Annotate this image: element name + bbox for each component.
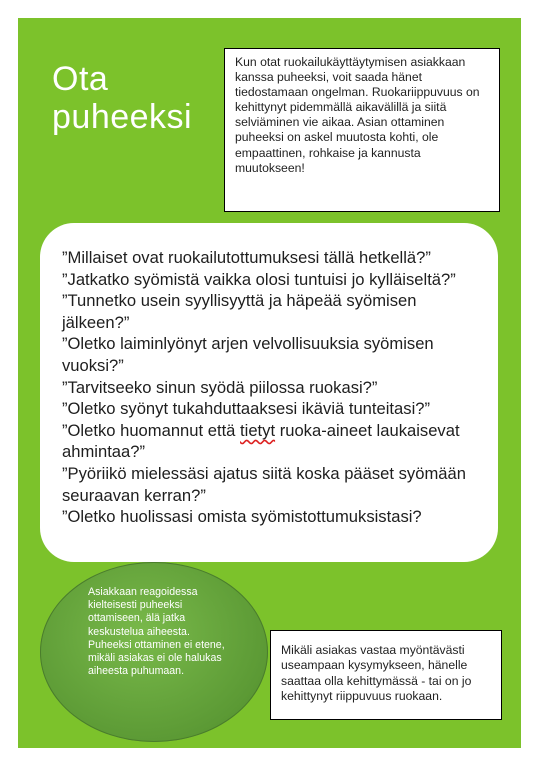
page-title (52, 60, 222, 136)
question-7-after: ruoka-aineet laukaisevat ahmintaa?” (62, 420, 460, 462)
spellcheck-underlined-word: tietyt (240, 420, 276, 440)
questions-panel (40, 223, 498, 562)
question-9: ”Oletko huolissasi omista syömistottumuksistasi? (62, 507, 422, 527)
question-4: ”Oletko laiminlyönyt arjen velvollisuuksia syömisen vuoksi?” (62, 334, 434, 375)
title-line-1: Ota (52, 60, 109, 98)
answer-text: Mikäli asiakas vastaa myöntävästi useampaan kysymykseen, hänelle saattaa olla kehittymässä - tai on jo kehittynyt riippuvuus ruokaan. (281, 643, 472, 703)
question-7 (62, 420, 488, 463)
question-5: ”Tarvitseeko sinun syödä piilossa ruokasi?” (62, 377, 378, 397)
question-3: ”Tunnetko usein syyllisyyttä ja häpeää syömisen jälkeen?” (62, 291, 417, 332)
intro-text: Kun otat ruokailukäyttäytymisen asiakkaan kanssa puheeksi, voit saada hänet tiedostamaan ongelman. Ruokariippuvuus on kehittynyt pidemmällä aikavälillä ja siitä selviäminen vie aikaa. Asian ottaminen puheeksi on askel muutosta kohti, ole empaattinen, rohkaise ja kannusta muutokseen! (235, 55, 480, 175)
question-1: ”Millaiset ovat ruokailutottumuksesi tällä hetkellä?” (62, 248, 431, 267)
intro-text-box (224, 48, 500, 212)
question-8: ”Pyöriikö mielessäsi ajatus siitä koska pääset syömään seuraavan kerran?” (62, 463, 466, 505)
answer-text-box (270, 630, 502, 720)
poster-page (18, 18, 521, 748)
question-7-before: ”Oletko huomannut että (62, 420, 241, 440)
circle-text: Asiakkaan reagoidessa kielteisesti puheeksi ottamiseen, älä jatka keskustelua aiheesta. Puheeksi ottaminen ei etene, mikäli asiakas ei ole halukas aiheesta puhumaan. (88, 586, 225, 678)
advice-circle (40, 562, 268, 742)
question-2: ”Jatkatko syömistä vaikka olosi tuntuisi jo kylläiseltä?” (62, 269, 456, 289)
question-6: ”Oletko syönyt tukahduttaaksesi ikäviä tunteitasi?” (62, 399, 431, 419)
title-line-2: puheeksi (52, 98, 193, 136)
